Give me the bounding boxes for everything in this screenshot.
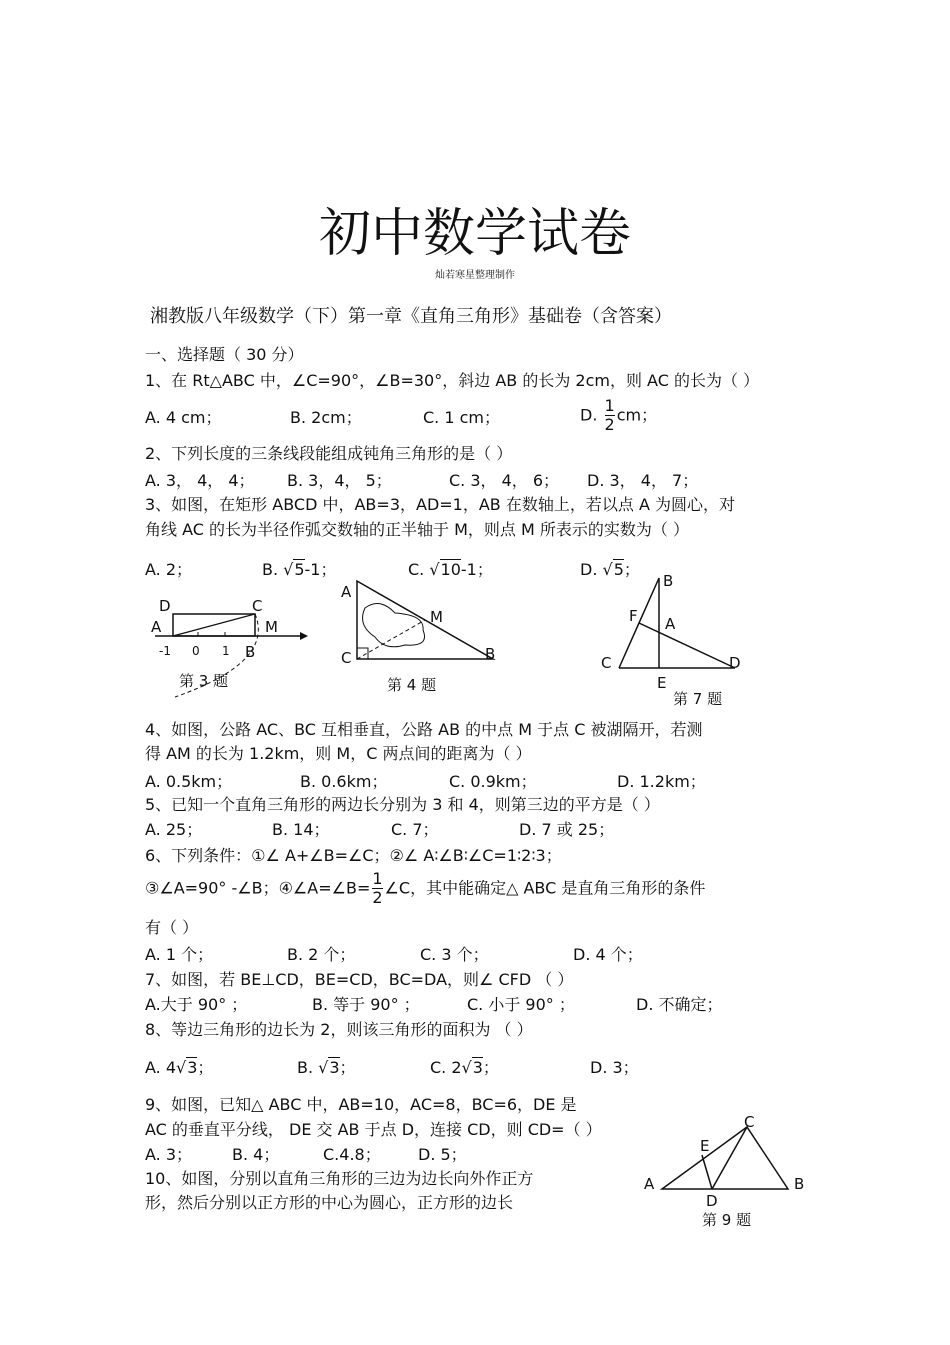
page-title: 初中数学试卷 xyxy=(318,204,631,264)
fig4-label-c: C xyxy=(341,649,352,667)
q8-option-a: A. 4√3； xyxy=(145,1058,214,1077)
q4-option-d: D. 1.2km； xyxy=(617,772,706,791)
fig3-label-neg1: -1 xyxy=(159,644,171,658)
figure-3 xyxy=(145,592,315,702)
fig3-label-d: D xyxy=(159,597,171,615)
fig3-label-m: M xyxy=(265,618,278,636)
fig7-label-a: A xyxy=(665,615,676,633)
question-6-line-1: 6、下列条件：①∠ A+∠B=∠C；②∠ A∶∠B∶∠C=1∶2∶3； xyxy=(145,846,562,865)
question-8-text: 8、等边三角形的边长为 2，则该三角形的面积为 （ ） xyxy=(145,1020,533,1039)
q5-option-a: A. 25； xyxy=(145,820,203,839)
q7-option-b: B. 等于 90° ； xyxy=(312,995,420,1014)
exam-heading: 湘教版八年级数学（下）第一章《直角三角形》基础卷（含答案） xyxy=(150,306,672,327)
figure-4 xyxy=(335,575,505,700)
q9-option-b: B. 4； xyxy=(232,1145,280,1164)
fig7-label-d: D xyxy=(729,654,741,672)
q7-option-a: A.大于 90° ； xyxy=(145,995,248,1014)
question-4-line-2: 得 AM 的长为 1.2km，则 M，C 两点间的距离为（ ） xyxy=(145,744,532,763)
question-10-line-2: 形，然后分别以正方形的中心为圆心，正方形的边长 xyxy=(145,1193,514,1212)
q6-option-d: D. 4 个； xyxy=(573,945,643,964)
page-subtitle: 灿若寒星整理制作 xyxy=(435,270,515,281)
fig9-label-d: D xyxy=(706,1192,718,1210)
q4-option-b: B. 0.6km； xyxy=(300,772,388,791)
fig7-label-b: B xyxy=(663,572,674,590)
fig3-label-1: 1 xyxy=(222,644,230,658)
fig3-label-a: A xyxy=(151,618,162,636)
q4-option-c: C. 0.9km； xyxy=(449,772,537,791)
fig7-caption: 第 7 题 xyxy=(673,690,723,708)
question-1-text: 1、在 Rt△ABC 中，∠C=90°，∠B=30°，斜边 AB 的长为 2cm，则 AC 的长为（ ） xyxy=(145,371,760,390)
figure-7 xyxy=(595,568,760,713)
q1-option-d: D. $\frac{1}{2}$ cm； xyxy=(580,396,658,434)
question-7-text: 7、如图，若 BE⊥CD，BE=CD，BC=DA，则∠ CFD （ ） xyxy=(145,970,574,989)
question-5-text: 5、已知一个直角三角形的两边长分别为 3 和 4，则第三边的平方是（ ） xyxy=(145,795,660,814)
fig3-label-b: B xyxy=(245,643,256,661)
q5-option-d: D. 7 或 25； xyxy=(519,820,615,839)
question-6-line-3: 有（ ） xyxy=(145,918,199,937)
fraction: $\frac{1}{2}$ xyxy=(372,869,383,907)
q8-option-c: C. 2√3； xyxy=(430,1058,499,1077)
q6-option-a: A. 1 个； xyxy=(145,945,214,964)
q2-option-a: A. 3， 4， 4； xyxy=(145,471,255,490)
fig4-label-b: B xyxy=(485,645,496,663)
question-2-text: 2、下列长度的三条线段能组成钝角三角形的是（ ） xyxy=(145,444,513,463)
q1-option-c: C. 1 cm； xyxy=(423,408,500,427)
fraction: $\frac{1}{2}$ xyxy=(604,396,615,434)
question-6-line-2: ③∠A=90° -∠B；④∠A=∠B= $\frac{1}{2}$ ∠C，其中能确定△ ABC 是直角三角形的条件 xyxy=(145,869,706,907)
question-10-line-1: 10、如图，分别以直角三角形的三边为边长向外作正方 xyxy=(145,1169,534,1188)
q2-option-c: C. 3， 4， 6； xyxy=(449,471,560,490)
section-heading: 一、选择题（ 30 分） xyxy=(145,345,304,364)
q2-option-d: D. 3， 4， 7； xyxy=(587,471,699,490)
q7-option-c: C. 小于 90° ； xyxy=(467,995,575,1014)
q2-option-b: B. 3，4， 5； xyxy=(287,471,392,490)
q5-option-b: B. 14； xyxy=(272,820,330,839)
question-4-line-1: 4、如图，公路 AC、BC 互相垂直，公路 AB 的中点 M 于点 C 被湖隔开，若测 xyxy=(145,720,703,739)
fig3-caption: 第 3 题 xyxy=(179,672,229,690)
figure-9 xyxy=(640,1110,815,1235)
q6-option-c: C. 3 个； xyxy=(420,945,489,964)
fig7-label-e: E xyxy=(657,674,667,692)
q9-option-a: A. 3； xyxy=(145,1145,193,1164)
fig9-caption: 第 9 题 xyxy=(702,1211,752,1229)
fig9-label-b: B xyxy=(794,1175,805,1193)
q3-option-c: C. √10-1； xyxy=(408,560,493,579)
q4-option-a: A. 0.5km； xyxy=(145,772,233,791)
fig7-label-f: F xyxy=(629,607,638,625)
fig7-label-c: C xyxy=(601,654,612,672)
fig4-caption: 第 4 题 xyxy=(387,676,437,694)
q7-option-d: D. 不确定； xyxy=(636,995,723,1014)
question-3-line-2: 角线 AC 的长为半径作弧交数轴的正半轴于 M，则点 M 所表示的实数为（ ） xyxy=(145,520,689,539)
q3-option-a: A. 2； xyxy=(145,560,193,579)
fig4-label-a: A xyxy=(341,583,352,601)
q8-option-d: D. 3； xyxy=(590,1058,639,1077)
fig3-label-0: 0 xyxy=(192,644,200,658)
q3-option-d: D. √5； xyxy=(580,560,640,579)
fig9-label-c: C xyxy=(744,1113,755,1131)
q1-option-a: A. 4 cm； xyxy=(145,408,222,427)
q8-option-b: B. √3； xyxy=(297,1058,356,1077)
fig9-label-e: E xyxy=(700,1137,710,1155)
fig9-label-a: A xyxy=(644,1175,655,1193)
q9-option-d: D. 5； xyxy=(418,1145,467,1164)
q5-option-c: C. 7； xyxy=(391,820,439,839)
q1-option-b: B. 2cm； xyxy=(290,408,362,427)
q3-option-b: B. √5-1； xyxy=(262,560,337,579)
fig3-label-c: C xyxy=(252,597,263,615)
question-9-line-1: 9、如图，已知△ ABC 中，AB=10，AC=8，BC=6，DE 是 xyxy=(145,1095,577,1114)
fig4-label-m: M xyxy=(430,608,443,626)
question-3-line-1: 3、如图，在矩形 ABCD 中，AB=3，AD=1，AB 在数轴上，若以点 A 为圆心，对 xyxy=(145,495,735,514)
q6-option-b: B. 2 个； xyxy=(287,945,356,964)
q9-option-c: C.4.8； xyxy=(323,1145,381,1164)
question-9-line-2: AC 的垂直平分线， DE 交 AB 于点 D，连接 CD，则 CD=（ ） xyxy=(145,1120,602,1139)
